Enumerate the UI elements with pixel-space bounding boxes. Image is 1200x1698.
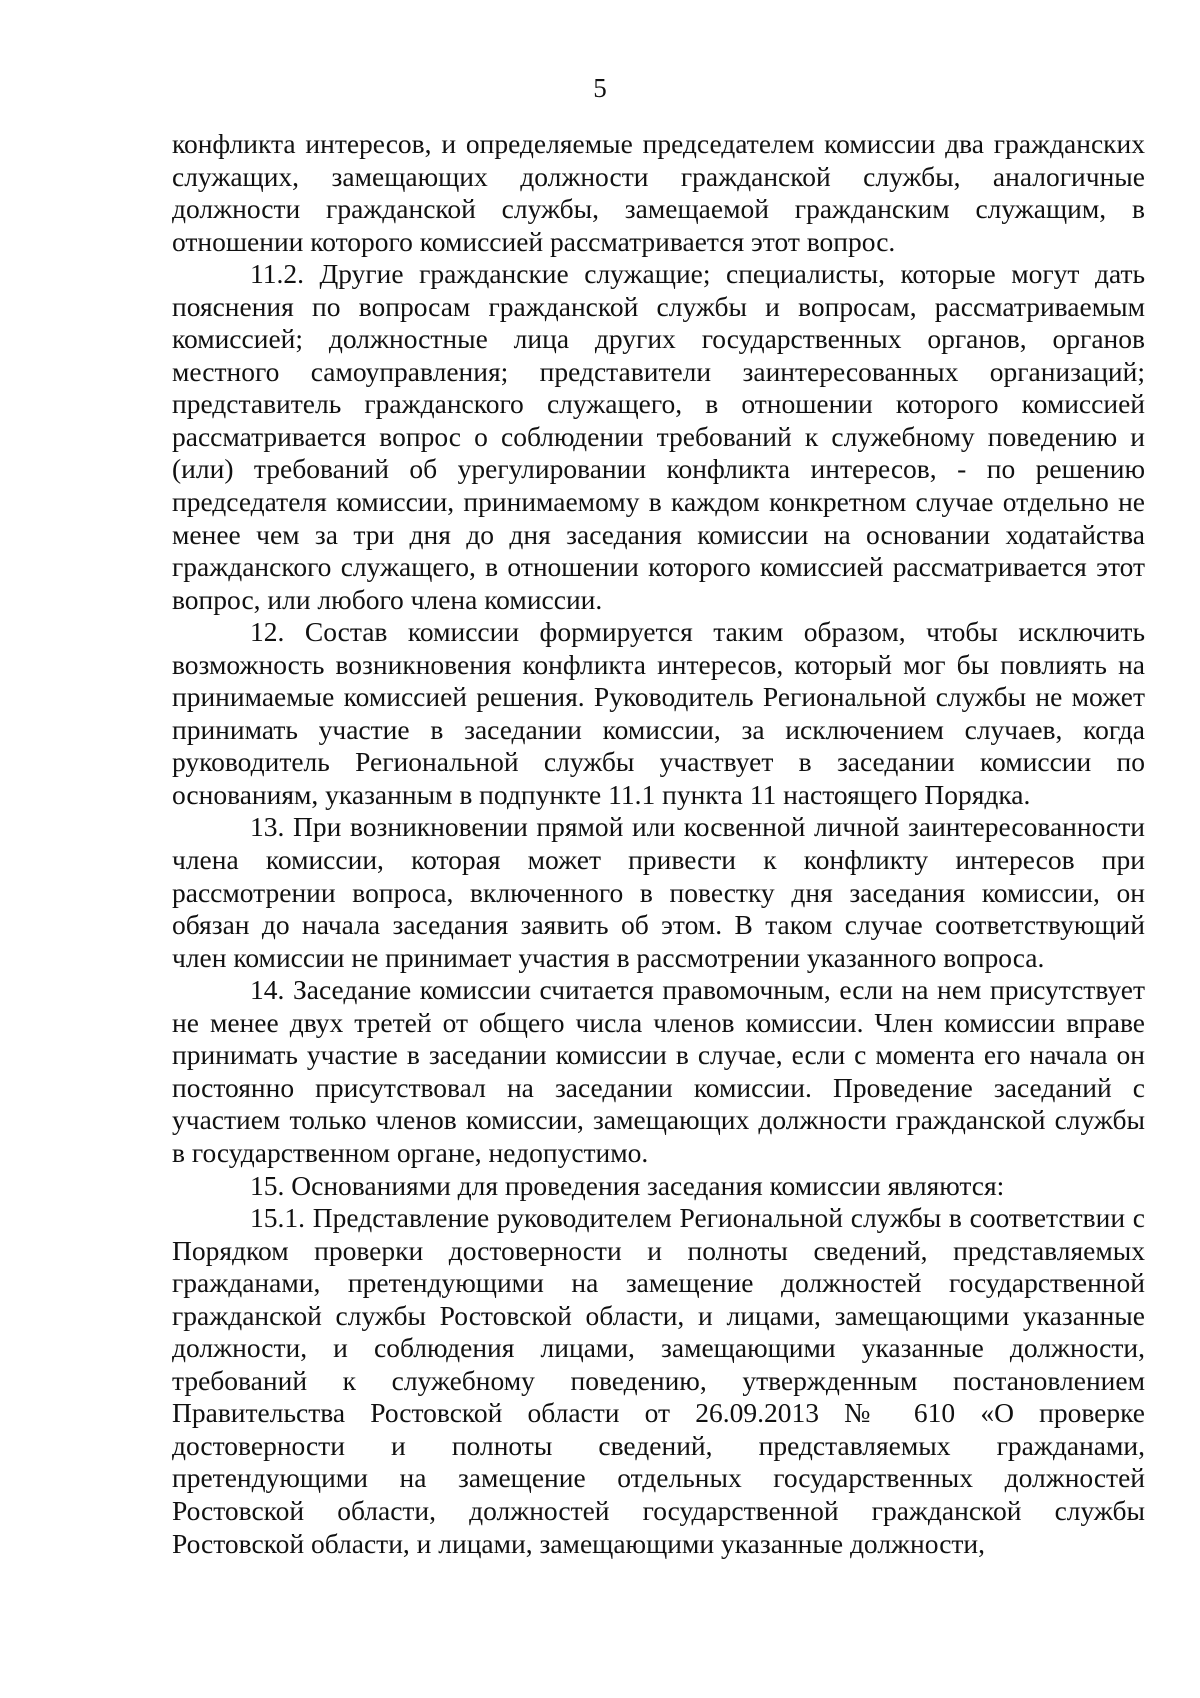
paragraph-15: 15. Основаниями для проведения заседания комиссии являются: (250, 1169, 1005, 1201)
document-body (172, 128, 1145, 1560)
paragraph-12: 12. Состав комиссии формируется таким образом, чтобы исключить возможность возникновения конфликта интересов, который мог бы повлиять на принимаемые комиссией решения. Руководитель Региональной службы не может принимать участие в заседании комиссии, за исключением случаев, когда руководитель Региональной службы участвует в заседании комиссии по основаниям, указанным в подпункте 11.1 пункта 11 настоящего Порядка. (172, 616, 1145, 810)
paragraph-14: 14. Заседание комиссии считается правомочным, если на нем присутствует не менее двух третей от общего числа членов комиссии. Член комиссии вправе принимать участие в заседании комиссии в случае, если с момента его начала он постоянно присутствовал на заседании комиссии. Проведение заседаний с участием только членов комиссии, замещающих должности гражданской службы в государственном органе, недопустимо. (172, 974, 1145, 1168)
paragraph-continuation: конфликта интересов, и определяемые председателем комиссии два гражданских служащих, замещающих должности гражданской службы, аналогичные должности гражданской службы, замещаемой гражданским служащим, в отношении которого комиссией рассматривается этот вопрос. (172, 128, 1145, 257)
paragraph-13: 13. При возникновении прямой или косвенной личной заинтересованности члена комиссии, которая может привести к конфликту интересов при рассмотрении вопроса, включенного в повестку дня заседания комиссии, он обязан до начала заседания заявить об этом. В таком случае соответствующий член комиссии не принимает участия в рассмотрении указанного вопроса. (172, 811, 1145, 973)
paragraph-15-1: 15.1. Представление руководителем Региональной службы в соответствии с Порядком проверки достоверности и полноты сведений, представляемых гражданами, претендующими на замещение должностей государственной гражданской службы Ростовской области, и лицами, замещающими указанные должности, и соблюдения лицами, замещающими указанные должности, требований к служебному поведению, утвержденным постановлением Правительства Ростовской области от 26.09.2013 № 610 «О проверке достоверности и полноты сведений, представляемых гражданами, претендующими на замещение отдельных государственных должностей Ростовской области, должностей государственной гражданской службы Ростовской области, и лицами, замещающими указанные должности, (172, 1202, 1145, 1559)
paragraph-11-2: 11.2. Другие гражданские служащие; специалисты, которые могут дать пояснения по вопросам гражданской службы и вопросам, рассматриваемым комиссией; должностные лица других государственных органов, органов местного самоуправления; представители заинтересованных организаций; представитель гражданского служащего, в отношении которого комиссией рассматривается вопрос о соблюдении требований к служебному поведению и (или) требований об урегулировании конфликта интересов, - по решению председателя комиссии, принимаемому в каждом конкретном случае отдельно не менее чем за три дня до дня заседания комиссии на основании ходатайства гражданского служащего, в отношении которого комиссией рассматривается этот вопрос, или любого члена комиссии. (172, 258, 1145, 615)
page-number: 5 (593, 73, 607, 103)
